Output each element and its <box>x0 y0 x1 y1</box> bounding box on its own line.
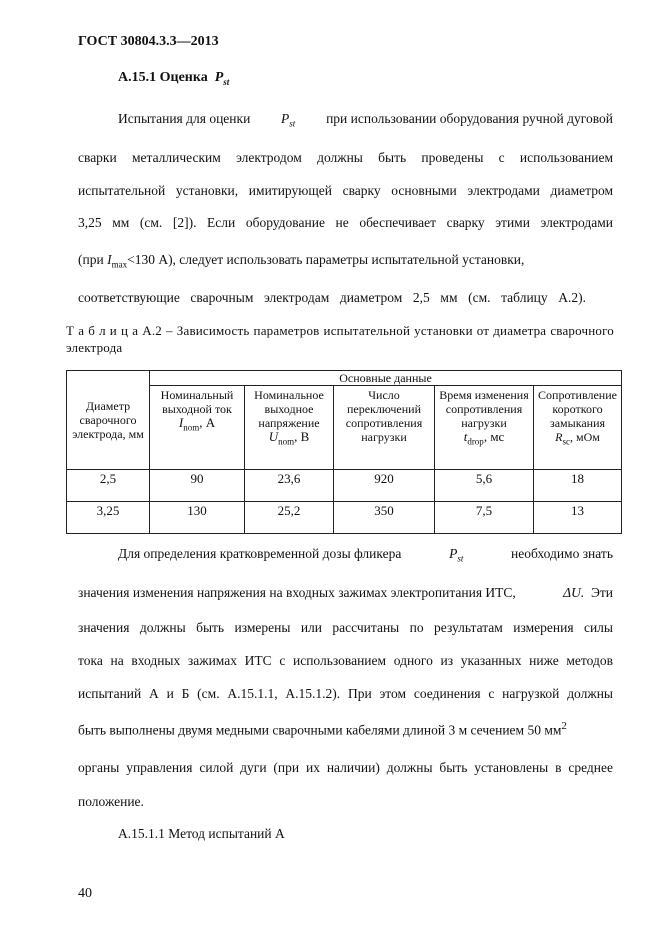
para2-line1 <box>118 546 613 564</box>
section-symbol: P <box>214 70 224 85</box>
table-row <box>67 502 622 534</box>
para2-l2-symbol: ΔU. <box>563 585 585 600</box>
para1-line3: испытательной установки, имитирующей сварку основными электродами диаметром <box>78 183 613 198</box>
table-header-voltage: Номинальное выходное напряжение $U_{nom}$, В <box>245 386 334 470</box>
para1-line4: 3,25 мм (см. [2]). Если оборудование не обеспечивает сварку этими электродами <box>78 215 613 230</box>
table-cell: 130 <box>150 502 245 534</box>
para1-line2: сварки металлическим электродом должны быть проведены с использованием <box>78 150 613 165</box>
table-row <box>67 470 622 502</box>
para2-l1a: Для определения кратковременной дозы фликера <box>118 546 402 561</box>
para1-l1a: Испытания для оценки <box>118 111 251 126</box>
para1-l5-symbol: I <box>107 252 112 267</box>
table-cell: 2,5 <box>67 470 150 502</box>
table-cell: 5,6 <box>435 470 534 502</box>
para1-line6: соответствующие сварочным электродам диаметром 2,5 мм (см. таблицу А.2). <box>78 290 586 305</box>
para2-l1b: необходимо знать <box>511 546 613 561</box>
para1-line5 <box>78 252 583 270</box>
table-header-diameter: Диаметр сварочного электрода, мм <box>67 371 150 470</box>
table-cell: 920 <box>334 470 435 502</box>
para1-l5-sub: max <box>111 259 128 270</box>
para1-l5b: <130 А), следует использовать параметры испытательной установки, <box>127 252 525 267</box>
page-number: 40 <box>78 886 92 901</box>
table-caption: Т а б л и ц а А.2 – Зависимость параметров испытательной установки от диаметра сварочного электрода <box>66 323 614 355</box>
table-cell: 90 <box>150 470 245 502</box>
para2-line2 <box>78 585 613 601</box>
table-cell: 25,2 <box>245 502 334 534</box>
section-title <box>118 70 229 87</box>
subsection-title: А.15.1.1 Метод испытаний А <box>118 826 285 841</box>
para2-line7: органы управления силой дуги (при их наличии) должны быть установлены в среднее <box>78 760 613 775</box>
table-cell: 350 <box>334 502 435 534</box>
para2-line5: испытаний А и Б (см. А.15.1.1, А.15.1.2). При этом соединения с нагрузкой должны <box>78 686 613 701</box>
document-header: ГОСТ 30804.3.3—2013 <box>78 34 219 49</box>
para1-symbol: $P_{st}$ <box>281 111 296 129</box>
table-header-current: Номинальный выходной ток $I_{nom}$, А <box>150 386 245 470</box>
table-cell: 3,25 <box>67 502 150 534</box>
para2-line6 <box>78 720 618 739</box>
table-cell: 18 <box>534 470 622 502</box>
section-symbol-sub: st <box>223 76 230 87</box>
para2-l6a: быть выполнены двумя медными сварочными кабелями длиной 3 м сечением 50 мм <box>78 722 562 738</box>
table-cell: 13 <box>534 502 622 534</box>
section-title-text: А.15.1 Оценка <box>118 70 208 85</box>
table-header-time: Время изменения сопротивления нагрузки $t_{drop}$, мс <box>435 386 534 470</box>
para2-symbol: $P_{st}$ <box>449 546 464 564</box>
table-group-header: Основные данные <box>150 371 622 386</box>
para2-line4: тока на входных зажимах ИТС с использованием одного из указанных ниже методов <box>78 653 613 668</box>
para2-l2a: значения изменения напряжения на входных зажимах электропитания ИТС, <box>78 585 516 600</box>
table-cell: 7,5 <box>435 502 534 534</box>
para1-l5a: (при <box>78 252 104 267</box>
para1-line1 <box>118 111 613 129</box>
para2-l6-sup: 2 <box>561 720 567 732</box>
table-header-switches: Число переключений сопротивления нагрузки <box>334 386 435 470</box>
table-header-resistance: Сопротивление короткого замыкания $R_{sc}$, мОм <box>534 386 622 470</box>
para2-l2b: Эти <box>590 585 613 600</box>
para2-line8: положение. <box>78 794 144 809</box>
para1-l1b: при использовании оборудования ручной дуговой <box>326 111 613 126</box>
parameters-table <box>66 370 622 534</box>
para2-line3: значения должны быть измерены или рассчитаны по результатам измерения силы <box>78 620 613 635</box>
table-cell: 23,6 <box>245 470 334 502</box>
